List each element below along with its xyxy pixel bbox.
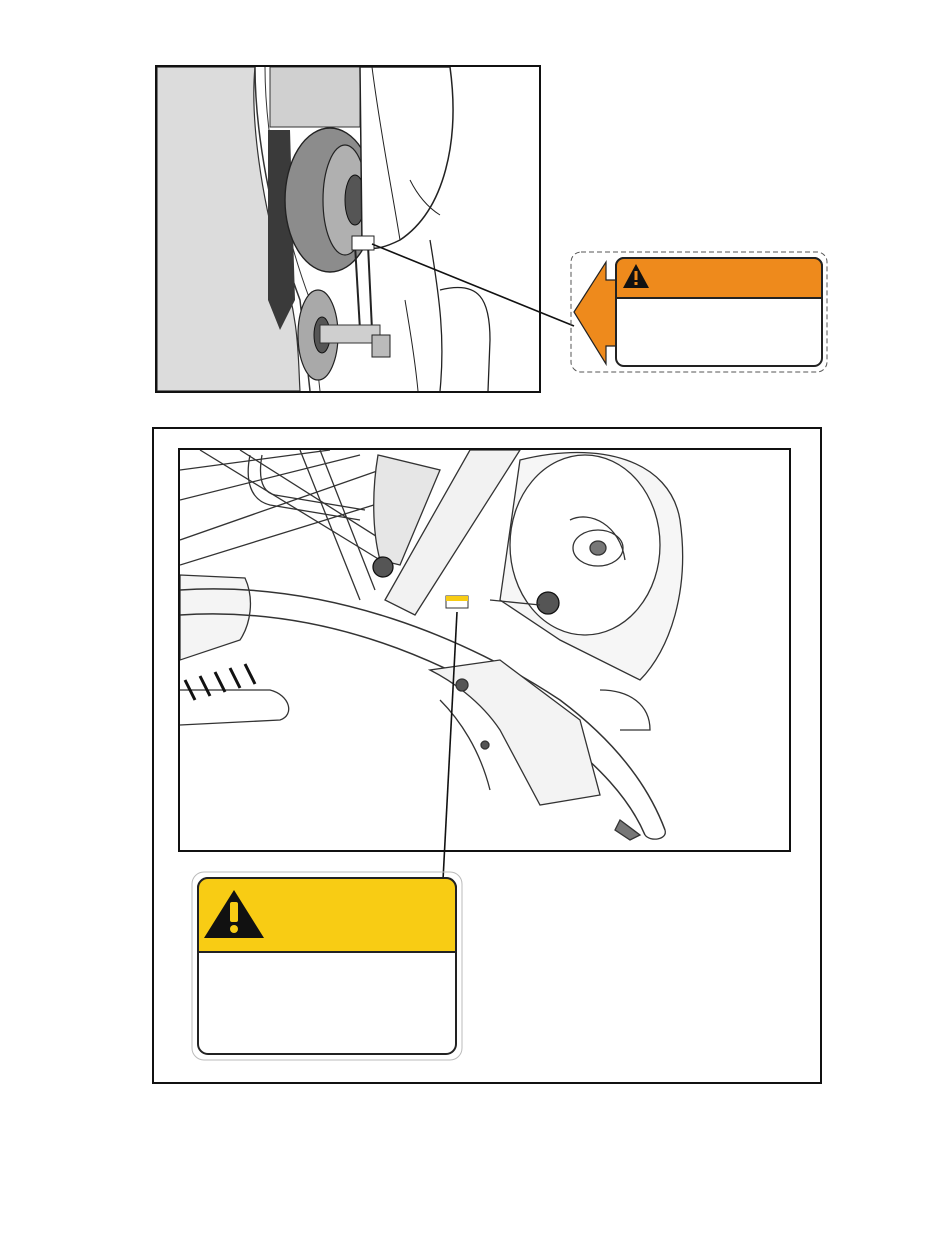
bottom-figure <box>0 420 950 1100</box>
top-figure <box>0 0 950 410</box>
top-illustration <box>0 0 950 410</box>
bottom-illustration <box>0 420 950 1100</box>
